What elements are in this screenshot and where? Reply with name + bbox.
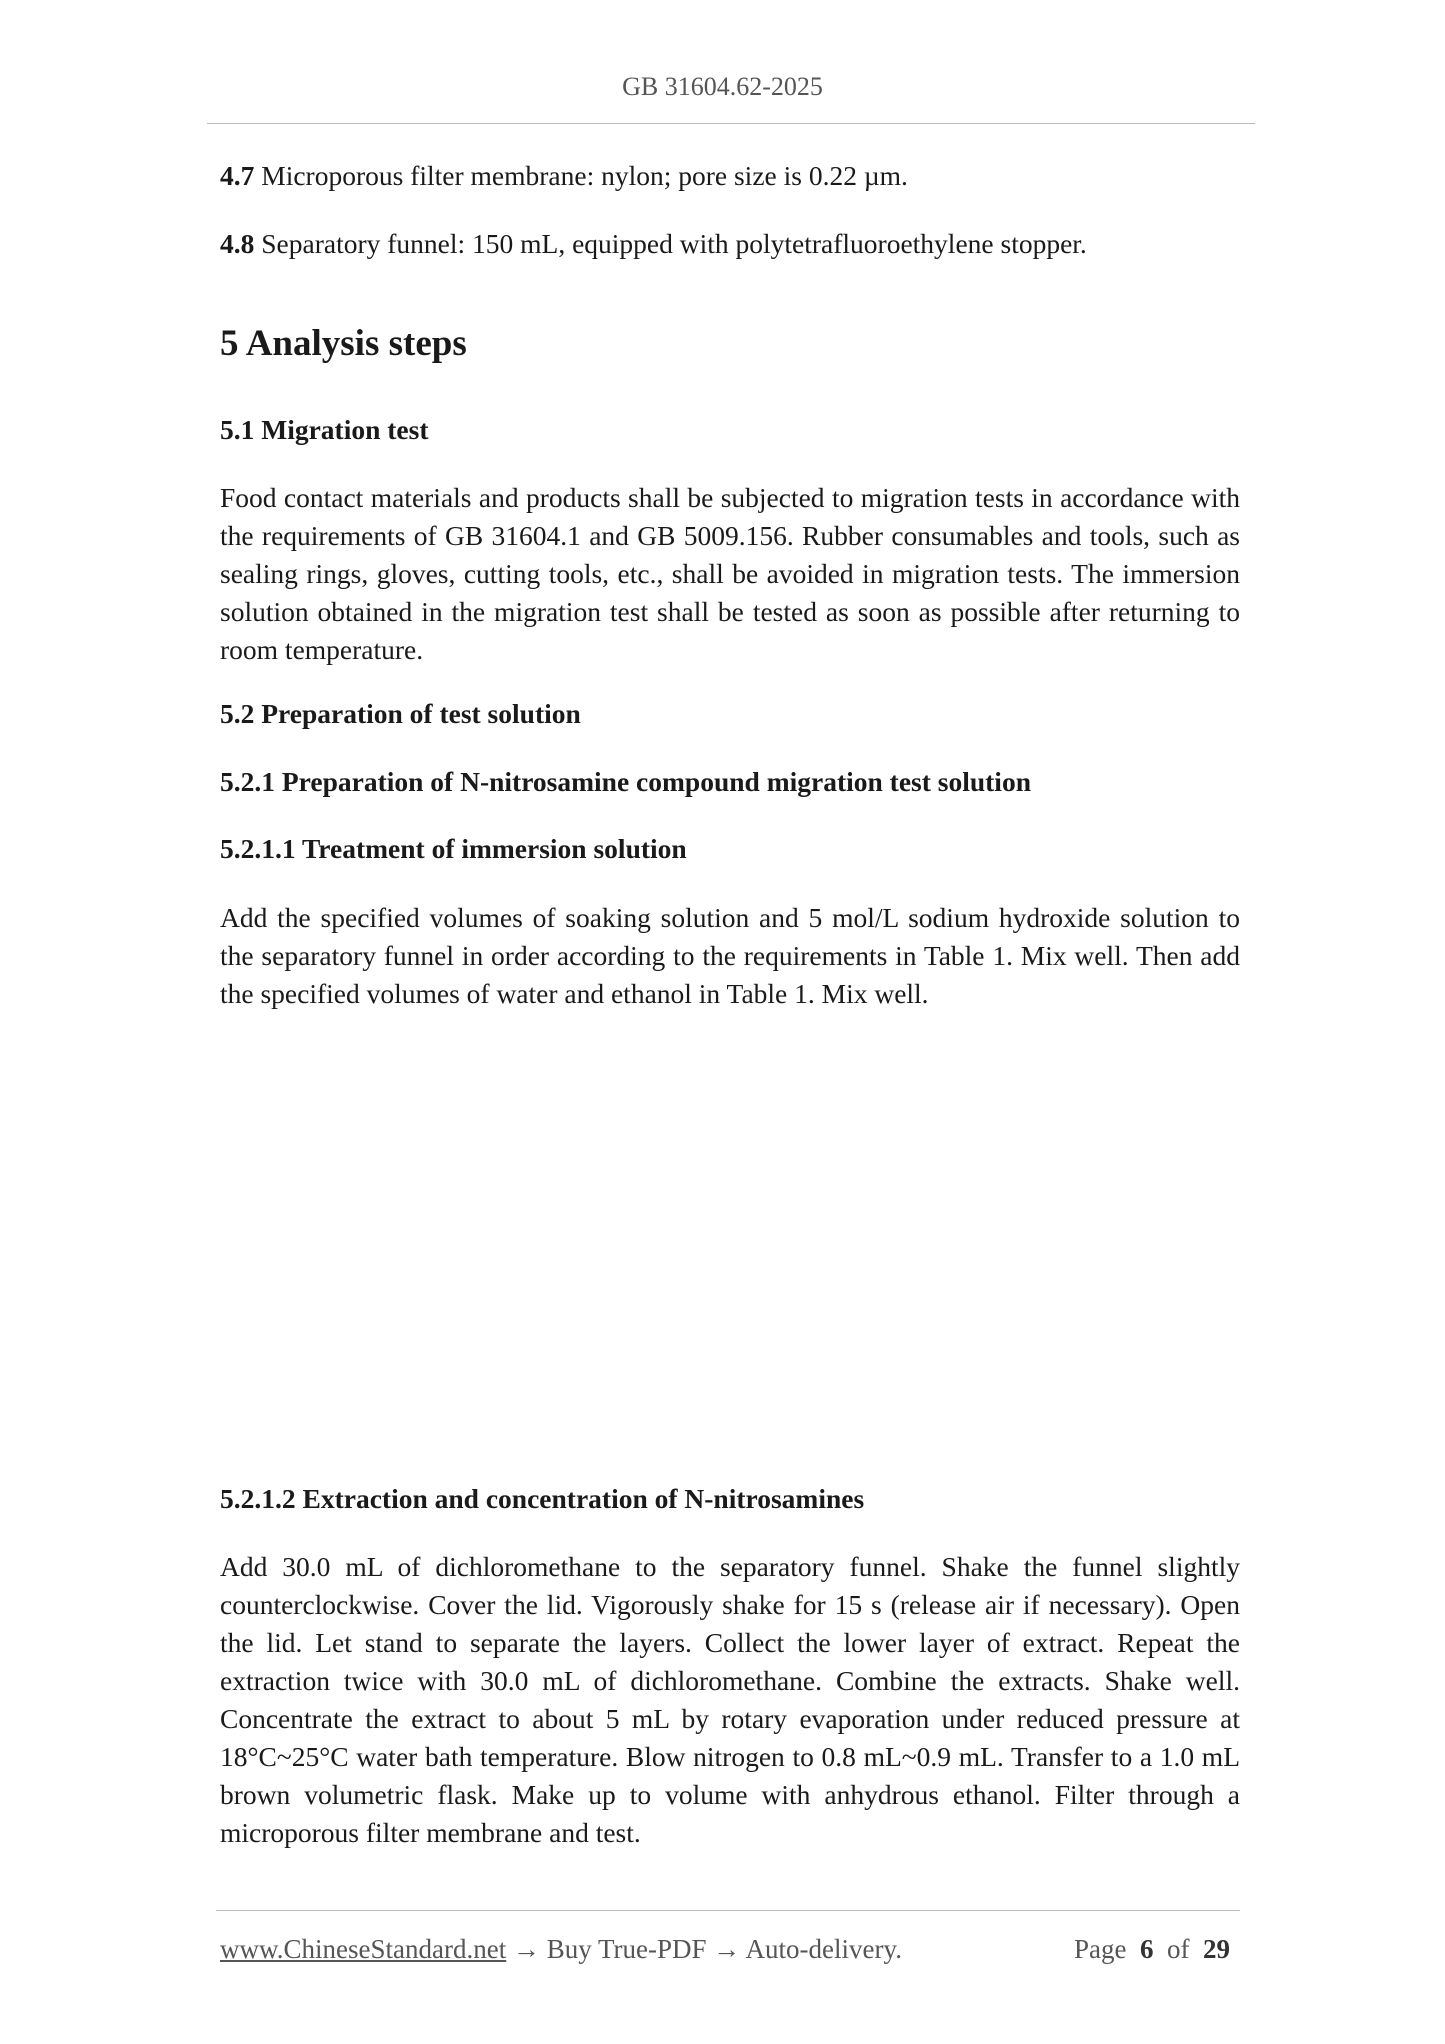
page-of-label: of <box>1166 1934 1190 1964</box>
item-4-8 <box>220 225 1240 263</box>
section-5-2-1-heading: 5.2.1 Preparation of N-nitrosamine compound migration test solution <box>220 766 1031 797</box>
page-label: Page <box>1074 1934 1127 1964</box>
header-divider <box>207 123 1255 124</box>
page-indicator <box>1074 1934 1230 1965</box>
section-5-2-1-1-body: Add the specified volumes of soaking solution and 5 mol/L sodium hydroxide solution to the separatory funnel in order according to the requirements in Table 1. Mix well. Then add the specified volumes of water and ethanol in Table 1. Mix well. <box>220 902 1240 1009</box>
item-text: Separatory funnel: 150 mL, equipped with polytetrafluoroethylene stopper. <box>254 228 1087 259</box>
section-5-2-1-1-heading: 5.2.1.1 Treatment of immersion solution <box>220 833 687 864</box>
item-4-7 <box>220 157 1240 195</box>
item-number: 4.7 <box>220 160 255 191</box>
buy-pdf-text: Buy True-PDF <box>546 1934 707 1964</box>
arrow-right-icon: → <box>706 1934 746 1964</box>
item-text: Microporous filter membrane: nylon; pore size is 0.22 µm. <box>254 160 908 191</box>
section-5-2-1-2-body: Add 30.0 mL of dichloromethane to the separatory funnel. Shake the funnel slightly counterclockwise. Cover the lid. Vigorously shake for 15 s (release air if necessary). Open the lid. Let stand to separate the layers. Collect the lower layer of extract. Repeat the extraction twice with 30.0 mL of dichloromethane. Combine the extracts. Shake well. Concentrate the extract to about 5 mL by rotary evaporation under reduced pressure at 18°C~25°C water bath temperature. Blow nitrogen to 0.8 mL~0.9 mL. Transfer to a 1.0 mL brown volumetric flask. Make up to volume with anhydrous ethanol. Filter through a microporous filter membrane and test. <box>220 1551 1240 1848</box>
page-current: 6 <box>1139 1934 1154 1964</box>
auto-delivery-text: Auto-delivery. <box>745 1934 902 1964</box>
section-5-1-heading: 5.1 Migration test <box>220 414 429 445</box>
item-number: 4.8 <box>220 228 255 259</box>
footer-divider <box>216 1910 1240 1911</box>
section-5-1-body: Food contact materials and products shall be subjected to migration tests in accordance with the requirements of GB 31604.1 and GB 5009.156. Rubber consumables and tools, such as sealing rings, gloves, cutting tools, etc., shall be avoided in migration tests. The immersion solution obtained in the migration test shall be tested as soon as possible after returning to room temperature. <box>220 482 1240 665</box>
website-link[interactable]: www.ChineseStandard.net <box>220 1934 507 1964</box>
footer-promo <box>220 1934 902 1965</box>
section-5-heading: 5 Analysis steps <box>220 323 467 364</box>
section-5-2-heading: 5.2 Preparation of test solution <box>220 698 581 729</box>
section-5-2-1-2-heading: 5.2.1.2 Extraction and concentration of N-nitrosamines <box>220 1483 865 1514</box>
page-header-title: GB 31604.62-2025 <box>622 72 823 101</box>
arrow-right-icon: → <box>506 1934 547 1964</box>
page-total: 29 <box>1202 1934 1230 1964</box>
